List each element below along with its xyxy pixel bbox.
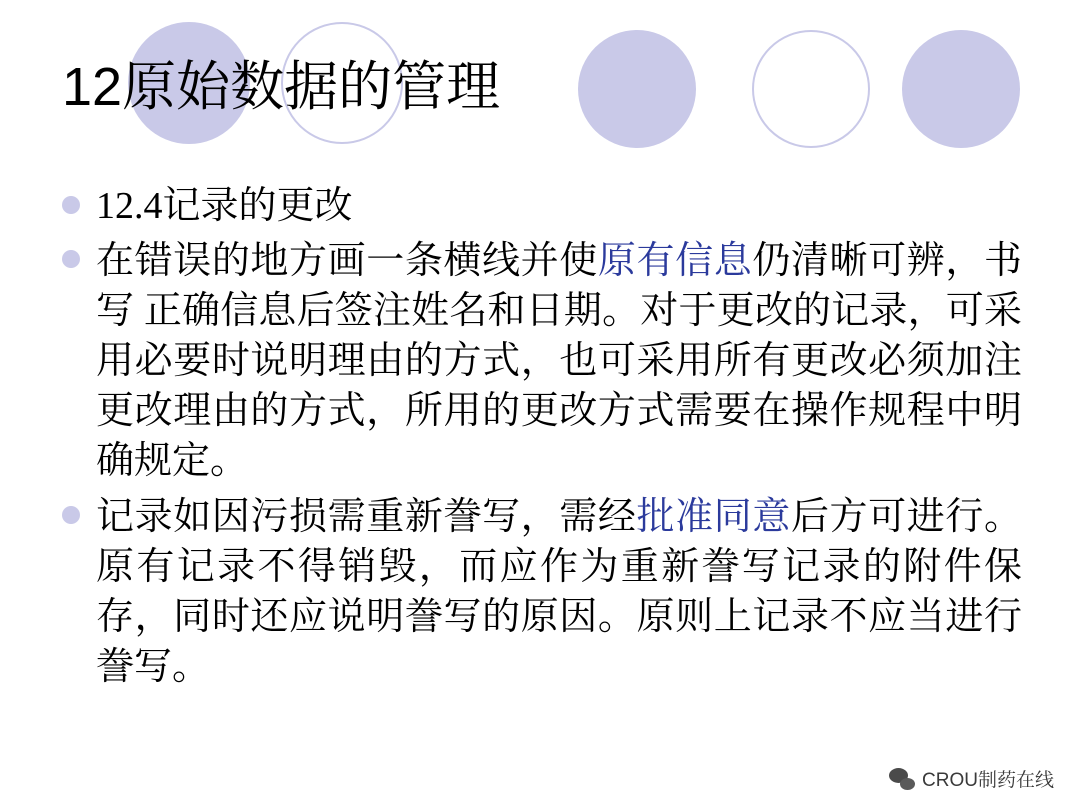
decorative-circle-4 bbox=[752, 30, 870, 148]
decorative-circle-3 bbox=[578, 30, 696, 148]
bullet-segment: 12.4记录的更改 bbox=[96, 185, 353, 227]
bullet-item bbox=[62, 182, 1022, 230]
bullet-segment-highlight: 原有信息 bbox=[597, 240, 753, 282]
bullet-dot-icon bbox=[62, 196, 80, 214]
wechat-icon bbox=[889, 768, 915, 790]
bullet-item bbox=[62, 236, 1022, 486]
bullet-segment-highlight: 批准同意 bbox=[636, 496, 791, 538]
bullet-text bbox=[96, 182, 1022, 230]
bullet-segment: 在错误的地方画一条横线并使 bbox=[96, 240, 598, 282]
bullet-segment: 仍清晰可辨，书写 正确信息后签注姓名和日期。对于更改的记录，可采用必要时说明理由的方式，也可采用所有更改必须加注更改理由的方式，所用的更改方式需要在操作规程中明确规定。 bbox=[96, 240, 1022, 482]
bullet-dot-icon bbox=[62, 250, 80, 268]
footer-watermark bbox=[889, 765, 1054, 792]
slide-body bbox=[62, 182, 1022, 698]
slide-title: 12原始数据的管理 bbox=[62, 57, 501, 117]
footer-watermark-label: CROU制药在线 bbox=[922, 770, 1054, 791]
bullet-text bbox=[96, 492, 1022, 692]
bullet-text bbox=[96, 236, 1022, 486]
bullet-dot-icon bbox=[62, 506, 80, 524]
bullet-segment: 后方可进行。原有记录不得销毁，而应作为重新誊写记录的附件保存，同时还应说明誊写的原因。原则上记录不应当进行誊写。 bbox=[96, 496, 1022, 688]
bullet-segment: 记录如因污损需重新誊写，需经 bbox=[96, 496, 637, 538]
decorative-circle-5 bbox=[902, 30, 1020, 148]
bullet-item bbox=[62, 492, 1022, 692]
